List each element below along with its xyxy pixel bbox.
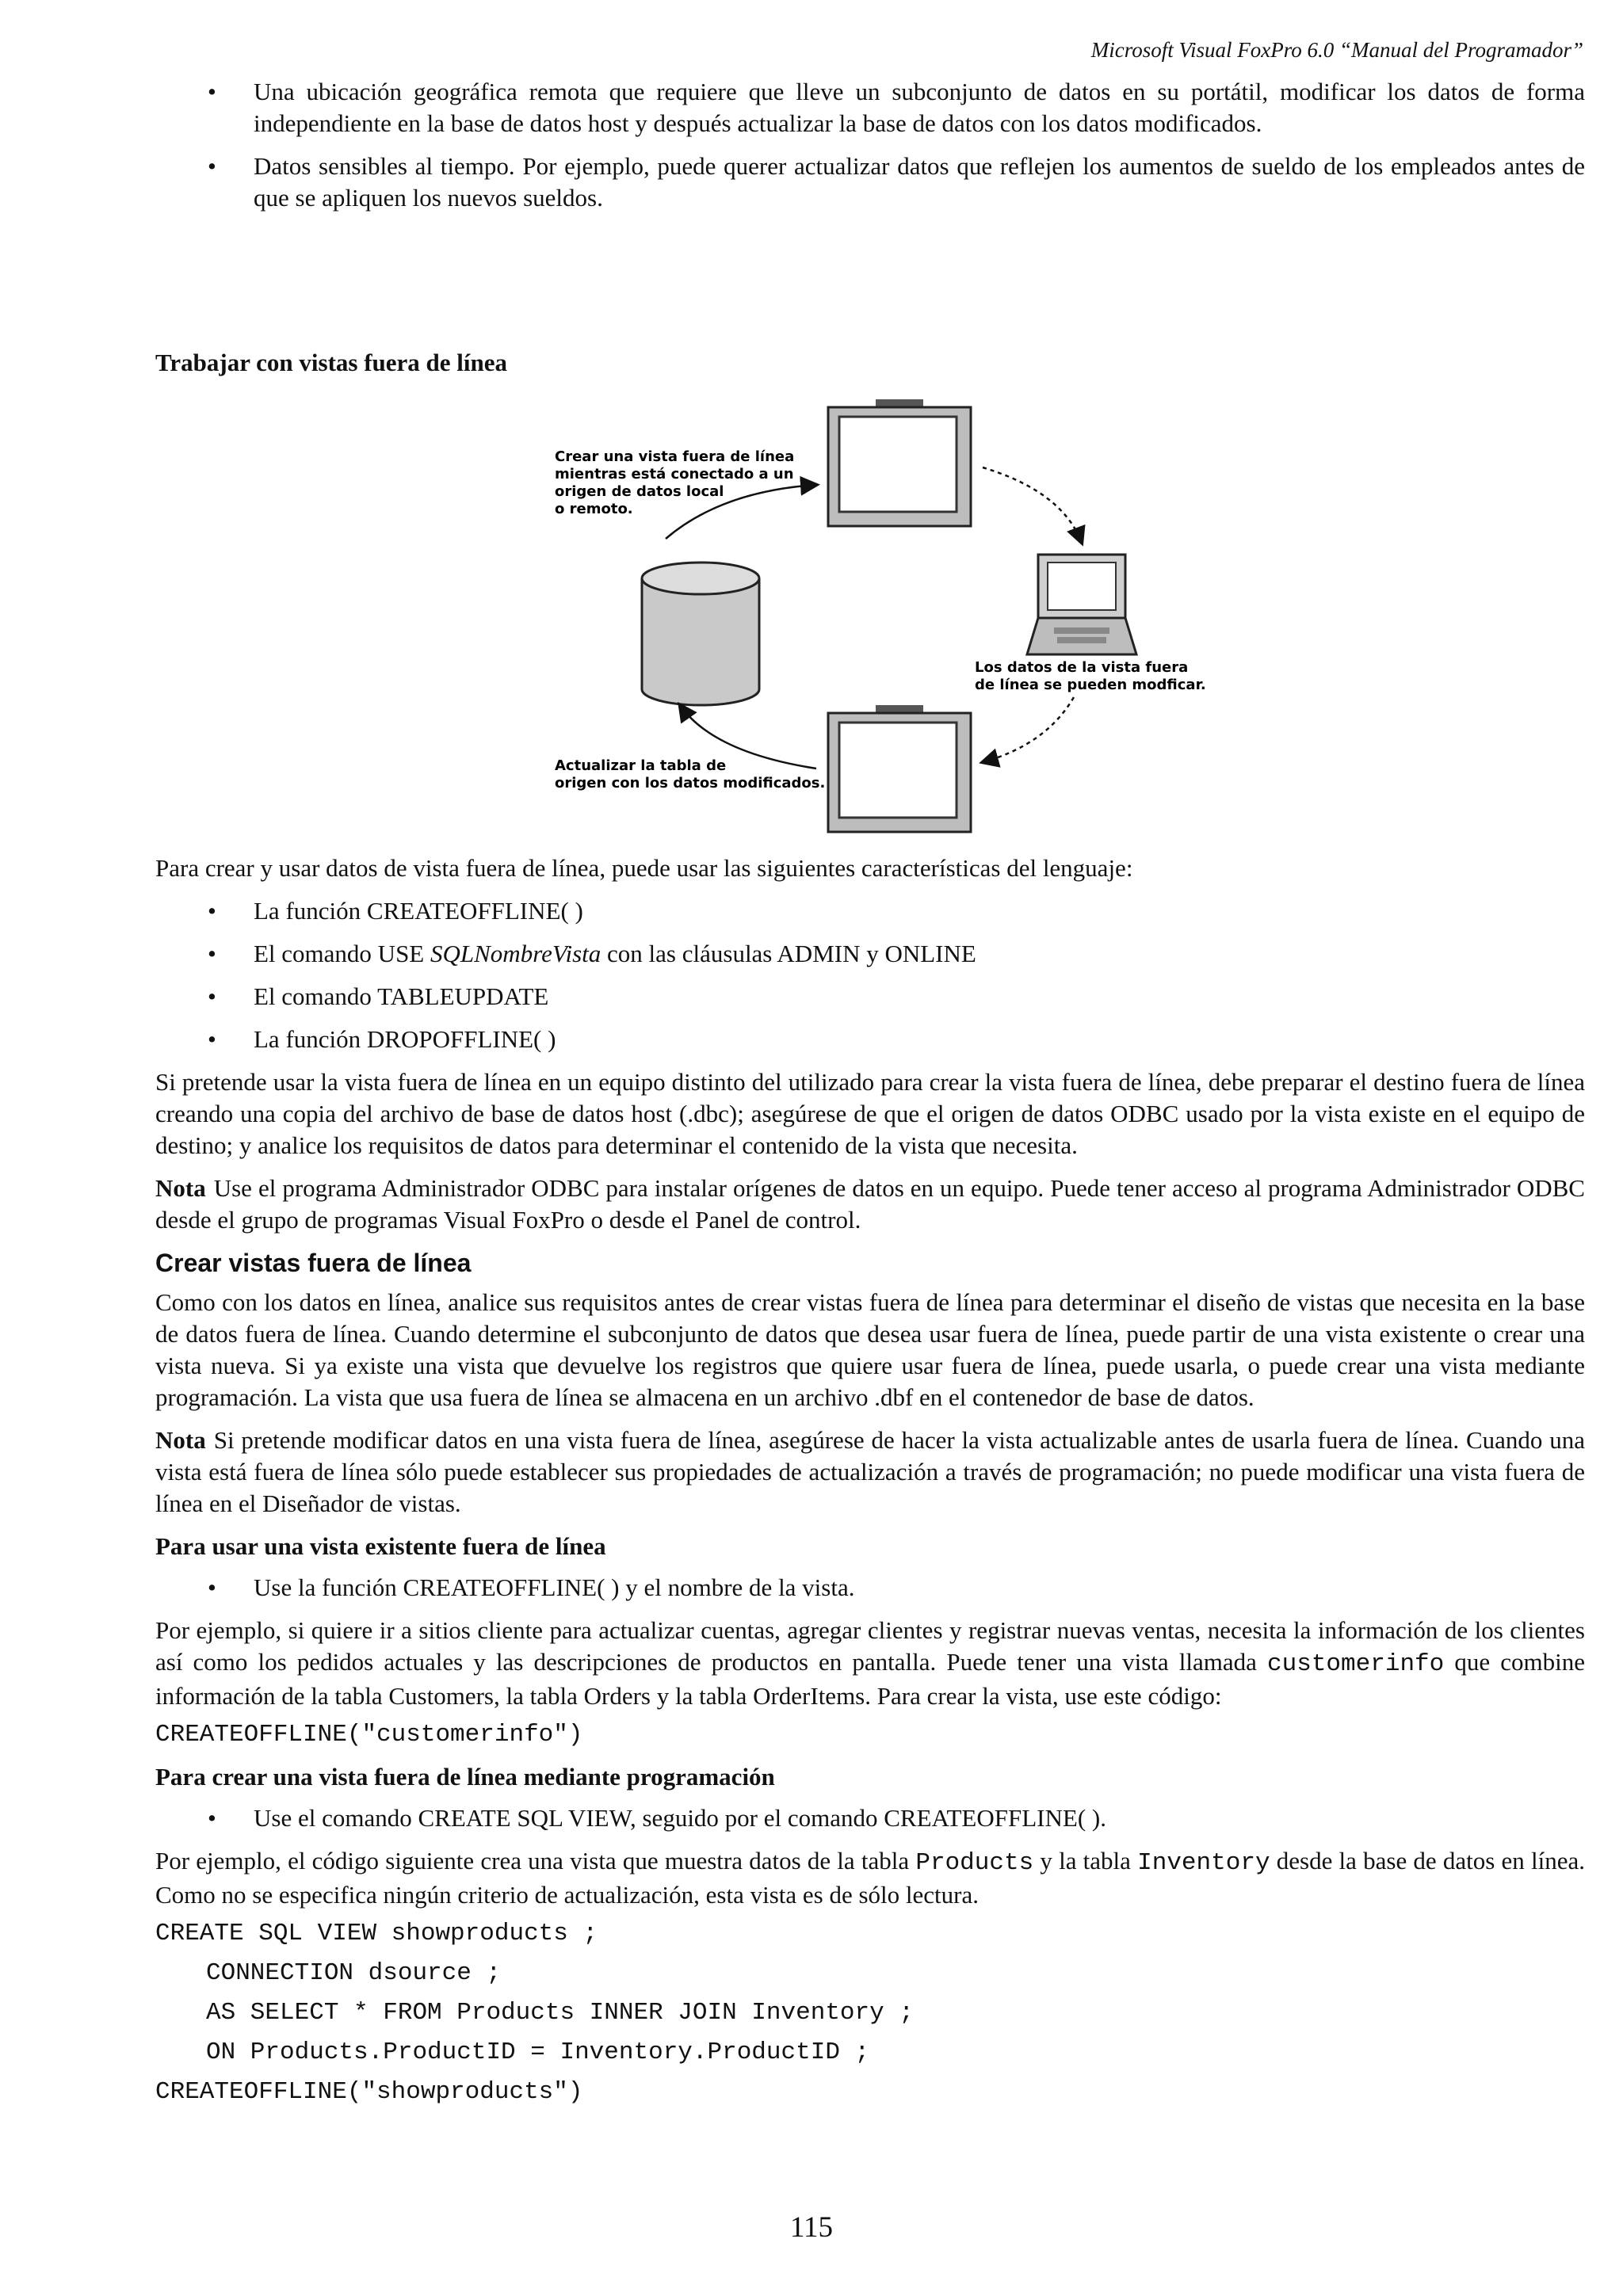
paragraph-crear: Como con los datos en línea, analice sus requisitos antes de crear vistas fuera de línea para determinar el diseño de vistas que necesita en la base de datos fuera de línea. Cuando determine el subconjunto de datos que desea usar fuera de línea, puede partir de una vista existente o crear una vista nueva. Si ya existe una vista que devuelve los registros que quiere usar fuera de línea, puede usarla, o puede crear una vista mediante programación. La vista que usa fuera de línea se almacena en un archivo .dbf en el contenedor de base de datos. [155,1288,1585,1411]
list-item: • El comando TABLEUPDATE [155,981,1585,1013]
lang-intro: Para crear y usar datos de vista fuera de línea, puede usar las siguientes características del lenguaje: [155,854,1133,882]
procedure-title: Para usar una vista existente fuera de línea [155,1532,606,1560]
inline-code: Inventory [1137,1849,1270,1877]
list-item: • Use la función CREATEOFFLINE( ) y el nombre de la vista. [155,1572,1585,1604]
paragraph-text: que combine información de la tabla Customers, la tabla Orders y la tabla OrderItems. Para crear la vista, use este código: [155,1648,1585,1710]
arrow-icon [983,697,1074,762]
paragraph-text: desde la base de datos en línea. Como no se especifica ningún criterio de actualización, esta vista es de sólo lectura. [155,1847,1585,1909]
paragraph-text: Por ejemplo, si quiere ir a sitios cliente para actualizar cuentas, agregar clientes y registrar nuevas ventas, necesita la información de los clientes así como los pedidos actuales y las descripciones de productos en pantalla. Puede tener una vista llamada [155,1616,1585,1676]
diagram-label-create: Crear una vista fuera de línea mientras está conectado a un origen de datos local o remoto. [555,448,795,517]
code-line: CONNECTION dsource ; [206,1959,502,1987]
diagram-label-modify: Los datos de la vista fuera de línea se pueden modficar. [975,659,1206,693]
diagram-label-update: Actualizar la tabla de origen con los datos modificados. [555,757,826,791]
note-text: Use el programa Administrador ODBC para instalar orígenes de datos en un equipo. Puede tener acceso al programa Administrador ODBC desde el grupo de programas Visual FoxPro o desde el Panel de control. [155,1174,1585,1234]
code-line: ON Products.ProductID = Inventory.ProductID ; [206,2039,870,2066]
inline-code: Products [915,1849,1034,1877]
section-title: Trabajar con vistas fuera de línea [155,349,508,376]
note-modificar [155,1425,1585,1520]
note-label: Nota [155,1174,206,1202]
note-label: Nota [155,1426,206,1454]
arrow-icon [983,467,1082,543]
list-item [155,938,1585,970]
offline-view-diagram [555,396,1236,840]
procedure-title: Para crear una vista fuera de línea mediante programación [155,1763,775,1791]
list-item: • Una ubicación geográfica remota que requiere que lleve un subconjunto de datos en su portátil, modificar los datos de forma independiente en la base de datos host y después actualizar la base de datos con los datos modificados. [155,76,1585,139]
section-title-wrap [155,347,1585,388]
code-line: CREATEOFFLINE("showproducts") [155,2078,583,2106]
paragraph-destino: Si pretende usar la vista fuera de línea en un equipo distinto del utilizado para crear la vista fuera de línea, debe preparar el destino fuera de línea creando una copia del archivo de base de datos host (.dbc); asegúrese de que el origen de datos ODBC usado por la vista existe en el equipo de destino; y analice los requisitos de datos para determinar el contenido de la vista que necesita. [155,1068,1585,1159]
main-body [155,852,1585,2112]
note-odbc [155,1173,1585,1236]
code-line: AS SELECT * FROM Products INNER JOIN Inventory ; [206,1999,914,2027]
paragraph-example [155,1845,1585,1911]
paragraph-example [155,1615,1585,1712]
procedure-steps [155,1802,1585,1834]
inline-code: customerinfo [1267,1650,1445,1678]
code-line: CREATEOFFLINE("customerinfo") [155,1721,583,1749]
list-item-text: El comando USE [254,940,430,967]
list-item: • La función CREATEOFFLINE( ) [155,895,1585,927]
list-item: • La función DROPOFFLINE( ) [155,1024,1585,1055]
intro-section [155,76,1585,225]
subheading-crear: Crear vistas fuera de línea [155,1249,472,1277]
lang-feature-list [155,895,1585,1055]
code-block [155,1914,1585,2112]
database-icon [642,563,759,705]
paragraph-text: Por ejemplo, el código siguiente crea una vista que muestra datos de la tabla [155,1847,916,1875]
intro-bullet-list [155,76,1585,214]
list-item-text: con las cláusulas ADMIN y ONLINE [601,940,976,967]
list-item: • Datos sensibles al tiempo. Por ejemplo, puede querer actualizar datos que reflejen los aumentos de sueldo de los empleados antes de que se apliquen los nuevos sueldos. [155,151,1585,214]
code-line: CREATE SQL VIEW showproducts ; [155,1920,598,1947]
note-text: Si pretende modificar datos en una vista fuera de línea, asegúrese de hacer la vista actualizable antes de usarla fuera de línea. Cuando una vista está fuera de línea sólo puede establecer sus propiedades de actualización a través de programación; no puede modificar una vista fuera de línea en el Diseñador de vistas. [155,1426,1585,1517]
desktop-monitor-icon [828,705,971,832]
desktop-monitor-icon [828,399,971,526]
list-item-italic: SQLNombreVista [430,940,601,967]
running-header: Microsoft Visual FoxPro 6.0 “Manual del Programador” [1090,38,1583,62]
list-item: • Use el comando CREATE SQL VIEW, seguido por el comando CREATEOFFLINE( ). [155,1802,1585,1834]
procedure-steps [155,1572,1585,1604]
page-number: 115 [789,2211,834,2244]
paragraph-text: y la tabla [1033,1847,1138,1875]
laptop-icon [1027,555,1136,654]
